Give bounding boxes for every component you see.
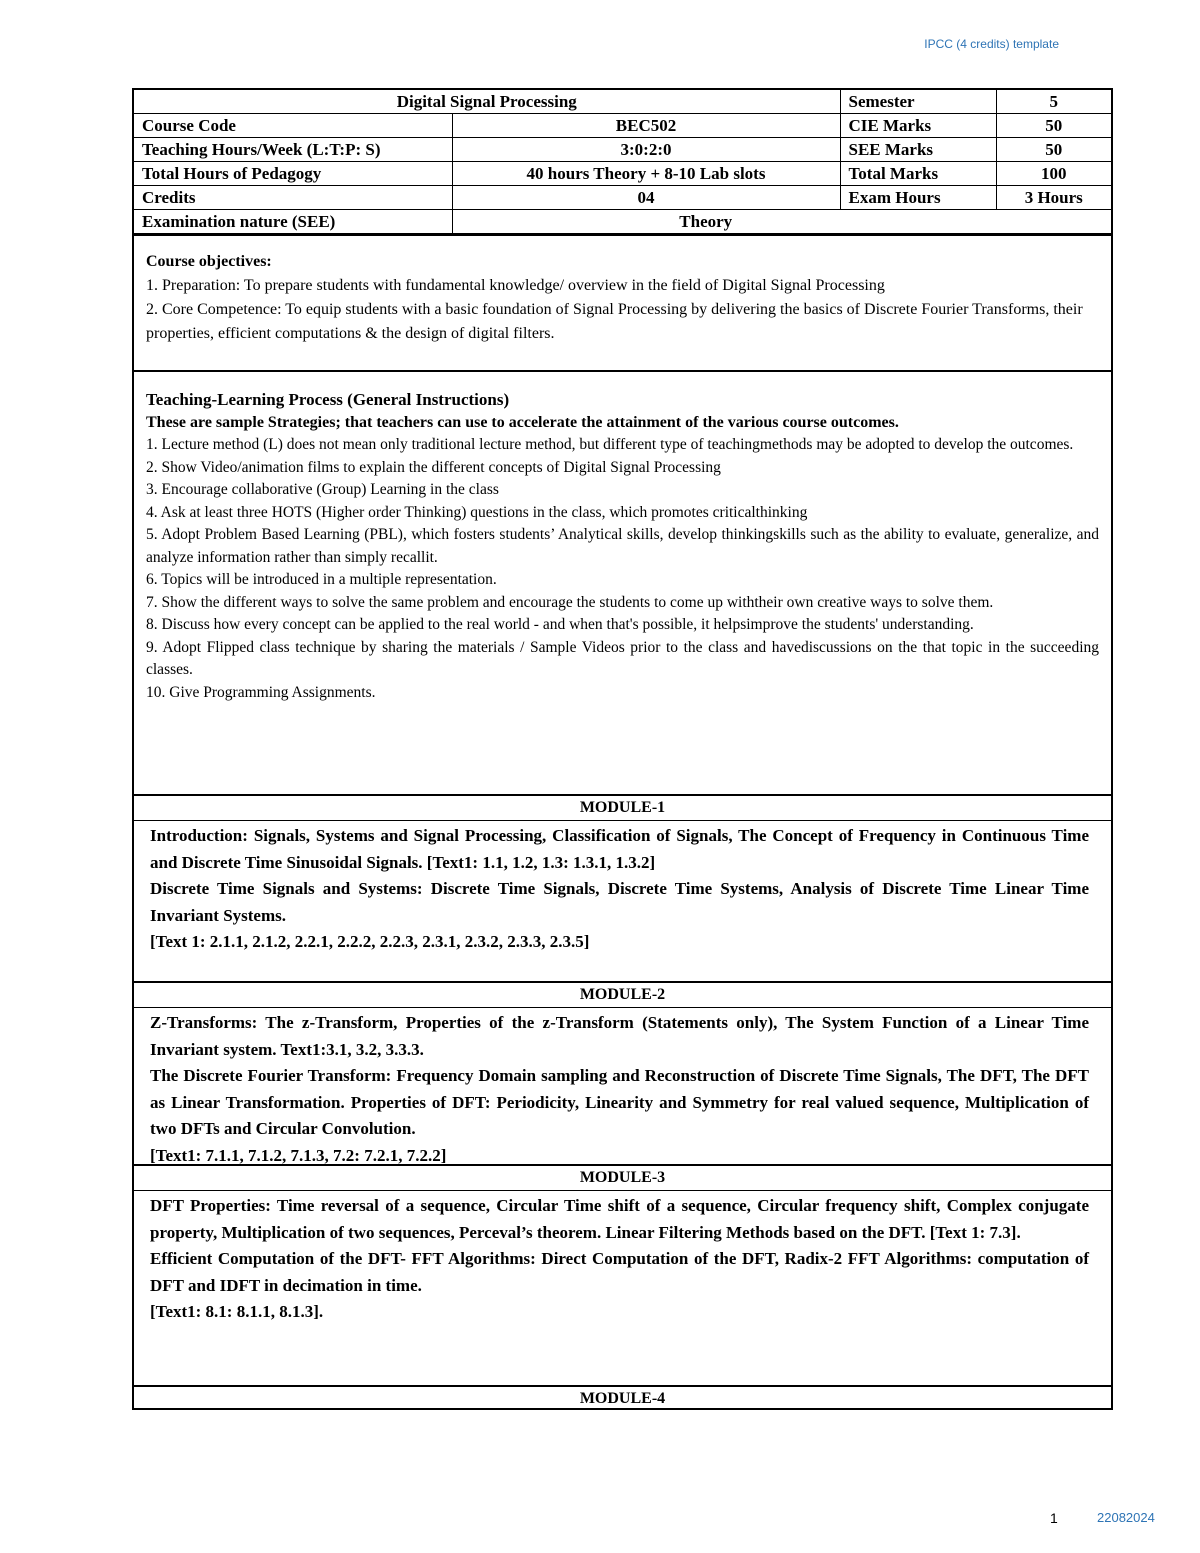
teaching-hours-value: 3:0:2:0 (452, 138, 840, 162)
objective-item: 2. Core Competence: To equip students with a basic foundation of Signal Processing by delivering the basics of Discrete Fourier Transforms, their properties, efficient computations & the design of digital filters. (146, 301, 1083, 342)
course-code-label: Course Code (134, 114, 452, 138)
course-title: Digital Signal Processing (134, 90, 840, 114)
course-objectives-section (134, 234, 1111, 370)
table-row (134, 90, 1111, 114)
module-paragraph: [Text1: 7.1.1, 7.1.2, 7.1.3, 7.2: 7.2.1, 7.2.2] (150, 1145, 447, 1165)
exam-hours-value: 3 Hours (996, 186, 1111, 210)
module-3-content (134, 1190, 1111, 1385)
total-marks-value: 100 (996, 162, 1111, 186)
module-1-heading: MODULE-1 (134, 794, 1111, 820)
teaching-hours-label: Teaching Hours/Week (L:T:P: S) (134, 138, 452, 162)
table-row (134, 186, 1111, 210)
teaching-learning-section (134, 370, 1111, 794)
total-marks-label: Total Marks (840, 162, 996, 186)
template-tag: IPCC (4 credits) template (924, 37, 1059, 51)
tlp-item: 6. Topics will be introduced in a multiple representation. (146, 571, 497, 588)
module-paragraph: [Text 1: 2.1.1, 2.1.2, 2.2.1, 2.2.2, 2.2.3, 2.3.1, 2.3.2, 2.3.3, 2.3.5] (150, 932, 590, 951)
module-2-content (134, 1007, 1111, 1164)
credits-value: 04 (452, 186, 840, 210)
tlp-item: 9. Adopt Flipped class technique by sharing the materials / Sample Videos prior to the class and havediscussions on the that topic in the succeeding classes. (146, 638, 1099, 678)
course-info-table (134, 90, 1111, 234)
tlp-item: 2. Show Video/animation films to explain the different concepts of Digital Signal Processing (146, 458, 721, 476)
objectives-title: Course objectives: (146, 253, 272, 270)
module-paragraph: Discrete Time Signals and Systems: Discrete Time Signals, Discrete Time Systems, Analysis of Discrete Time Linear Time Invariant Systems. (150, 879, 1089, 925)
module-4-heading: MODULE-4 (134, 1385, 1111, 1411)
tlp-item: 4. Ask at least three HOTS (Higher order Thinking) questions in the class, which promotes criticalthinking (146, 503, 808, 521)
module-paragraph: The Discrete Fourier Transform: Frequency Domain sampling and Reconstruction of Discrete Time Signals, The DFT, The DFT as Linear Transformation. Properties of DFT: Periodicity, Linearity and Symmetry for real valued sequence, Multiplication of two DFTs and Circular Convolution. (150, 1066, 1089, 1138)
module-paragraph: Efficient Computation of the DFT- FFT Algorithms: Direct Computation of the DFT, Radix-2 FFT Algorithms: computation of DFT and IDFT in decimation in time. (150, 1249, 1089, 1295)
see-marks-label: SEE Marks (840, 138, 996, 162)
exam-hours-label: Exam Hours (840, 186, 996, 210)
tlp-item: 1. Lecture method (L) does not mean only traditional lecture method, but different type of teachingmethods may be adopted to develop the outcomes. (146, 436, 1074, 453)
page-number: 1 (1050, 1510, 1058, 1526)
module-paragraph: Introduction: Signals, Systems and Signal Processing, Classification of Signals, The Concept of Frequency in Continuous Time and Discrete Time Sinusoidal Signals. [Text1: 1.1, 1.2, 1.3: 1.3.1, 1.3.2] (150, 826, 1089, 872)
module-paragraph: DFT Properties: Time reversal of a sequence, Circular Time shift of a sequence, Circular frequency shift, Complex conjugate property, Multiplication of two sequences, Perceval’s theorem. Linear Filtering Methods based on the DFT. [Text 1: 7.3]. (150, 1196, 1089, 1242)
course-code-value: BEC502 (452, 114, 840, 138)
table-row (134, 162, 1111, 186)
tlp-subtitle: These are sample Strategies; that teachers can use to accelerate the attainment of the various course outcomes. (146, 414, 899, 431)
syllabus-frame (132, 88, 1113, 1410)
see-marks-value: 50 (996, 138, 1111, 162)
exam-nature-value: Theory (452, 210, 1111, 234)
semester-value: 5 (996, 90, 1111, 114)
tlp-item: 5. Adopt Problem Based Learning (PBL), which fosters students’ Analytical skills, develop thinkingskills such as the ability to evaluate, generalize, and analyze information rather than simply recallit. (146, 526, 1099, 566)
module-3-heading: MODULE-3 (134, 1164, 1111, 1190)
cie-marks-value: 50 (996, 114, 1111, 138)
pedagogy-hours-value: 40 hours Theory + 8-10 Lab slots (452, 162, 840, 186)
tlp-item: 3. Encourage collaborative (Group) Learning in the class (146, 481, 499, 498)
credits-label: Credits (134, 186, 452, 210)
tlp-item: 7. Show the different ways to solve the same problem and encourage the students to come up withtheir own creative ways to solve them. (146, 593, 994, 611)
tlp-title: Teaching-Learning Process (General Instructions) (146, 390, 510, 409)
tlp-item: 8. Discuss how every concept can be applied to the real world - and when that's possible, it helpsimprove the students' understanding. (146, 616, 974, 633)
semester-label: Semester (840, 90, 996, 114)
pedagogy-hours-label: Total Hours of Pedagogy (134, 162, 452, 186)
exam-nature-label: Examination nature (SEE) (134, 210, 452, 234)
table-row (134, 210, 1111, 234)
date-code: 22082024 (1097, 1510, 1155, 1525)
cie-marks-label: CIE Marks (840, 114, 996, 138)
table-row (134, 114, 1111, 138)
module-paragraph: Z-Transforms: The z-Transform, Properties of the z-Transform (Statements only), The System Function of a Linear Time Invariant system. Text1:3.1, 3.2, 3.3.3. (150, 1013, 1089, 1059)
table-row (134, 138, 1111, 162)
module-2-heading: MODULE-2 (134, 981, 1111, 1007)
module-1-content (134, 820, 1111, 981)
module-paragraph: [Text1: 8.1: 8.1.1, 8.1.3]. (150, 1302, 324, 1321)
objective-item: 1. Preparation: To prepare students with fundamental knowledge/ overview in the field of Digital Signal Processing (146, 277, 885, 294)
tlp-item: 10. Give Programming Assignments. (146, 683, 376, 701)
